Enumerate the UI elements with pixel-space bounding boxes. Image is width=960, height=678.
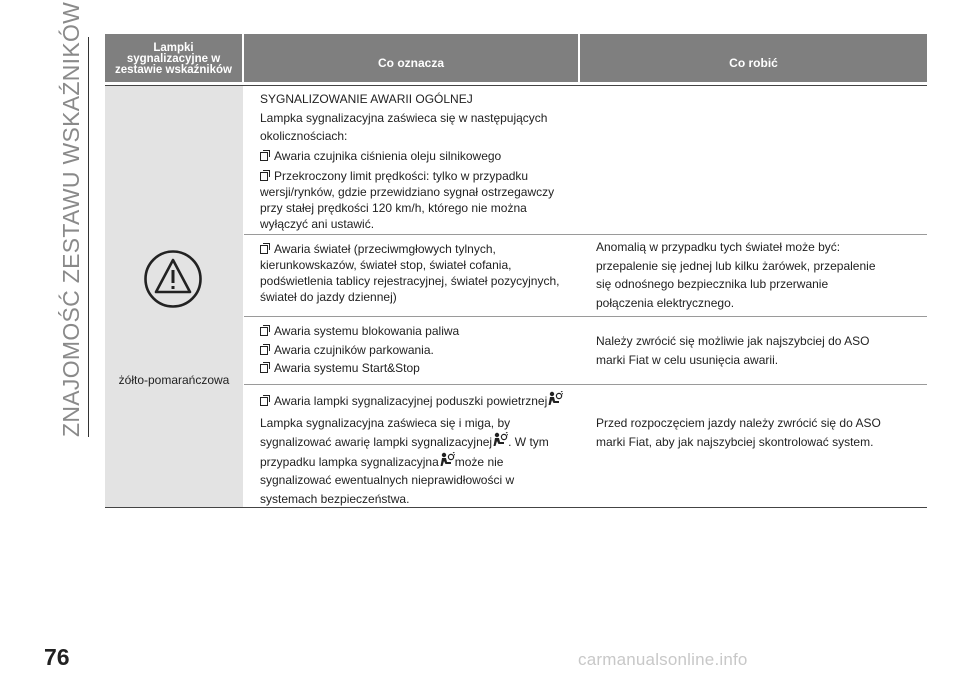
- row3-action-l1: Należy zwrócić się możliwie jak najszybciej do ASO: [596, 334, 870, 348]
- side-divider: [88, 37, 89, 437]
- row4-text-l1: Lampka sygnalizacyjna zaświeca się i miga, by: [260, 415, 511, 430]
- checkbox-bullet-icon: [260, 152, 268, 161]
- airbag-icon: [439, 452, 455, 468]
- row3-item-1: Awaria systemu blokowania paliwa: [274, 324, 460, 338]
- row1-intro-2: okolicznościach:: [260, 129, 348, 143]
- header-indicator-column: [105, 34, 242, 82]
- header-col1-line3: zestawie wskaźników: [115, 64, 232, 76]
- row1-meaning: [260, 90, 578, 232]
- side-section-title: ZNAJOMOŚĆ ZESTAWU WSKAŹNIKÓW: [58, 1, 84, 437]
- row2-action: [596, 238, 927, 312]
- checkbox-bullet-icon: [260, 397, 268, 406]
- row2-item-l2: kierunkowskazów, świateł stop, świateł cofania,: [260, 258, 512, 272]
- row-divider: [244, 384, 927, 385]
- row2-item-l3: podświetlenia tablicy rejestracyjnej, świateł pozycyjnych,: [260, 274, 560, 288]
- row2-action-l3: się odnośnego bezpiecznika lub przerwanie: [596, 277, 829, 291]
- checkbox-bullet-icon: [260, 364, 268, 373]
- watermark: carmanualsonline.info: [578, 650, 748, 669]
- row2-meaning: [260, 241, 578, 305]
- row3-meaning: [260, 322, 578, 378]
- indicator-cell: [105, 86, 243, 507]
- header-meaning-column: [244, 34, 578, 82]
- airbag-icon: [492, 432, 508, 448]
- row2-item-l1: Awaria świateł (przeciwmgłowych tylnych,: [274, 242, 496, 256]
- header-col1-line1: Lampki: [153, 42, 194, 54]
- row2-action-l2: przepalenie się jednej lub kilku żarówek, przepalenie: [596, 258, 876, 273]
- checkbox-bullet-icon: [260, 327, 268, 336]
- header-col1-line2: sygnalizacyjne w: [126, 53, 221, 65]
- row3-item-2: Awaria czujników parkowania.: [274, 342, 434, 357]
- row1-title: SYGNALIZOWANIE AWARII OGÓLNEJ: [260, 92, 473, 106]
- row1-item-2-l4: wyłączyć ani ustawić.: [260, 217, 375, 231]
- header-action-label: Co robić: [729, 56, 778, 70]
- row1-item-2-l1: Przekroczony limit prędkości: tylko w przypadku: [274, 169, 529, 183]
- row4-item-1: Awaria lampki sygnalizacyjnej poduszki powietrznej: [274, 394, 548, 408]
- checkbox-bullet-icon: [260, 346, 268, 355]
- row4-text-l4: sygnalizować ewentualnych nieprawidłowości w: [260, 473, 515, 487]
- indicator-color-label: żółto-pomarańczowa: [118, 373, 230, 387]
- row4-action-l2: marki Fiat, aby jak najszybciej skontrolować system.: [596, 434, 874, 449]
- table-bottom-rule: [105, 507, 927, 508]
- row4-action-l1: Przed rozpoczęciem jazdy należy zwrócić się do ASO: [596, 416, 881, 430]
- checkbox-bullet-icon: [260, 245, 268, 254]
- row4-text-l2a: sygnalizować awarię lampki sygnalizacyjnej: [260, 435, 493, 449]
- checkbox-bullet-icon: [260, 172, 268, 181]
- header-action-column: [580, 34, 927, 82]
- row1-item-1: Awaria czujnika ciśnienia oleju silnikowego: [274, 148, 502, 163]
- row3-action: [596, 332, 927, 369]
- row2-action-l1: Anomalią w przypadku tych świateł może być:: [596, 240, 841, 254]
- row2-action-l4: połączenia elektrycznego.: [596, 295, 735, 310]
- airbag-icon: [547, 391, 563, 407]
- row4-text-l3b: może nie: [454, 454, 504, 469]
- page-number: 76: [44, 644, 70, 670]
- row4-text-l5: systemach bezpieczeństwa.: [260, 491, 410, 506]
- header-meaning-label: Co oznacza: [377, 56, 444, 70]
- row-divider: [244, 234, 927, 235]
- row4-action: [596, 414, 927, 451]
- row1-item-2-l2: wersji/rynków, gdzie przewidziano sygnał ostrzegawczy: [260, 185, 555, 199]
- row3-item-3: Awaria systemu Start&Stop: [274, 361, 420, 375]
- row2-item-l4: świateł do jazdy dziennej): [260, 290, 397, 304]
- row3-action-l2: marki Fiat w celu usunięcia awarii.: [596, 352, 779, 367]
- row4-text-l3a: przypadku lampka sygnalizacyjna: [260, 454, 439, 469]
- row-divider: [244, 316, 927, 317]
- row1-item-2-l3: przy stałej prędkości 120 km/h, którego nie można: [260, 201, 527, 215]
- row1-intro-1: Lampka sygnalizacyjna zaświeca się w następujących: [260, 110, 548, 125]
- row4-text-l2b: . W tym: [508, 435, 549, 449]
- warning-triangle-icon: [143, 249, 203, 309]
- row4-meaning: [260, 391, 580, 508]
